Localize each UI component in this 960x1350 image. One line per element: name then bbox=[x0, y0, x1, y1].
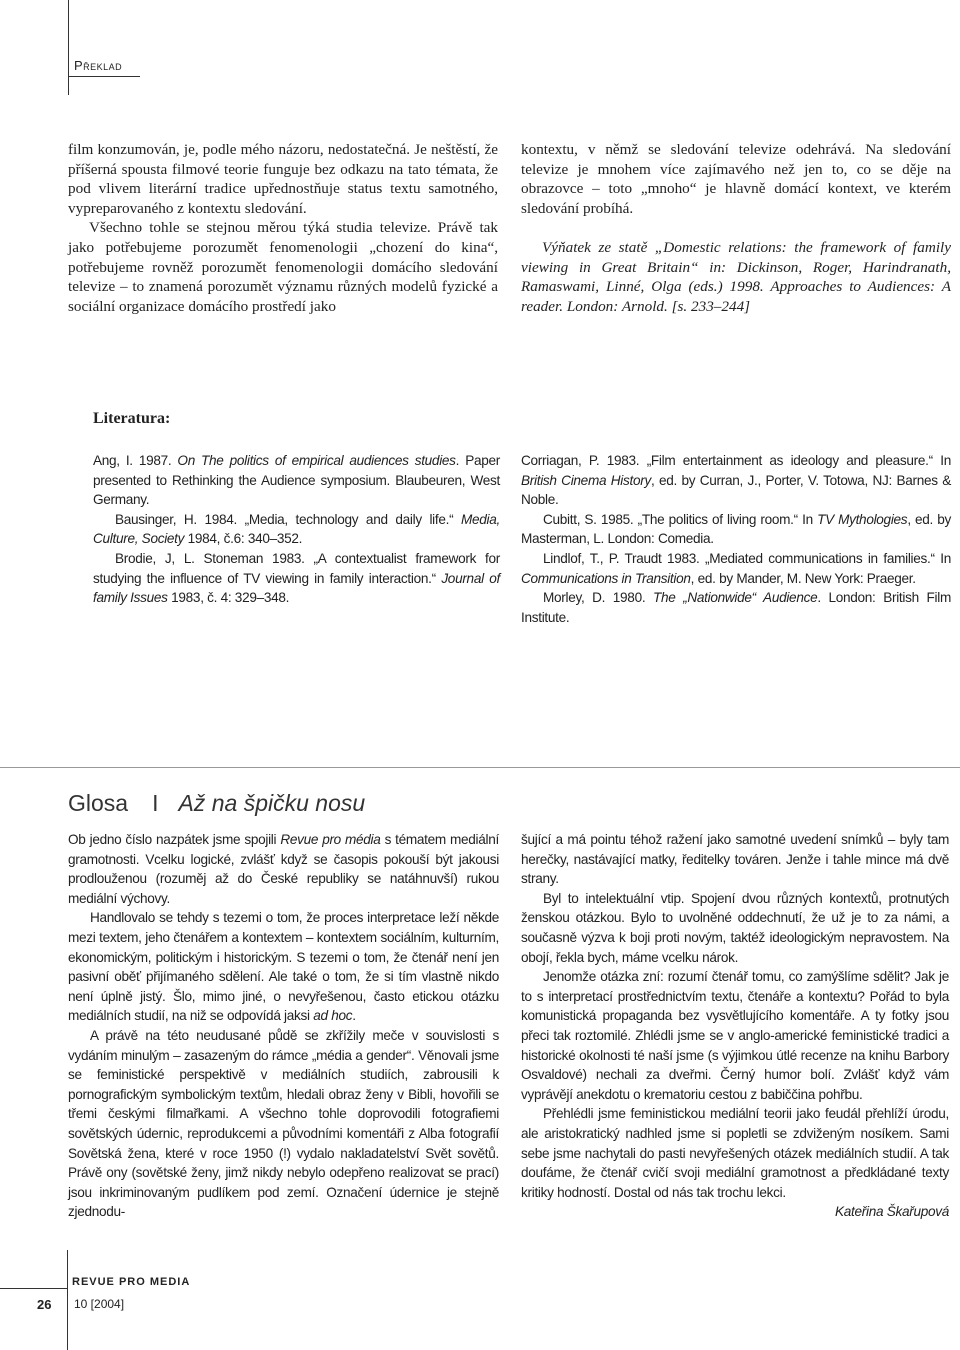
reference-item: Lindlof, T., P. Traudt 1983. „Mediated communications in families.“ In Communications in Transition, ed. by Mander, M. New York: Praeger. bbox=[521, 550, 951, 586]
glosa-right-column bbox=[521, 830, 949, 1222]
article-paragraph: kontextu, v němž se sledování televize odehrává. Na sledování televize je mnohem více zajímavého než jen to, co se děje na obrazovce – toto „mnoho“ je hlavně domácí kontext, ve kterém sledování probíhá. bbox=[521, 141, 951, 217]
glosa-paragraph: Handlovalo se tehdy s tezemi o tom, že proces interpretace leží někde mezi textem, jeho čtenářem a kontextem – kontextem sociálním, kulturním, ekonomickým, politickým i historickým. S tezemi o tom, že čtenář není jen pasivní oběť přijímaného sdělení. Ale také o tom, že si tím vlastně nikdo není úplně jistý. Šlo, mimo jiné, o nevyřešenou, často etickou otázku mediálních studií, na niž se odpovídá jaksi ad hoc. bbox=[68, 910, 499, 1024]
article-paragraph: film konzumován, je, podle mého názoru, nedostatečná. Je neštěstí, že příšerná spousta filmové teorie funguje bez odkazu na tato témata, že pod vlivem literární tradice upřednostňuje status textu samotného, vypreparovaného z kontextu sledování. bbox=[68, 141, 498, 217]
glosa-paragraph: Jenomže otázka zní: rozumí čtenář tomu, co zamýšlíme sdělit? Jak je to s interpretací prostřednictvím textu, čtenáře a kontextu? Pořád to byla komunistická propaganda bez vysvětlujícího komentáře. A ty fotky jsou přeci tak roztomilé. Zhlédli jsme se v anglo-americké feministické tradici a historické okolnosti té naší jsme (s výjimkou útlé recenze na knihu Barbory Osvaldové) nechali za dveřmi. Černý humor bolí. Zvlášť když vám vyprávějí anekdotu o krematoriu cestou z babiččina pohřbu. bbox=[521, 969, 949, 1102]
reference-item: Ang, I. 1987. On The politics of empirical audiences studies. Paper presented to Rethinking the Audience symposium. Blaubeuren, West Germany. bbox=[93, 453, 500, 508]
magazine-issue: 10 [2004] bbox=[74, 1297, 125, 1311]
glosa-paragraph: Byl to intelektuální vtip. Spojení dvou různých kontextů, protnutých ženskou otázkou. Bylo to uvolněné oddechnutí, že už je to za námi, a současně výzva k boji proti novým, taktéž ideologickým nepravostem. Na obojí, řekla bych, máme vcelku nárok. bbox=[521, 890, 949, 965]
footer-left-rule bbox=[0, 1288, 67, 1289]
glosa-paragraph: šující a má pointu téhož ražení jako samotné uvedení snímků – byly tam herečky, nastávající matky, ředitelky továren. Jenže i tahle mince má dvě strany. bbox=[521, 832, 949, 887]
glosa-left-column bbox=[68, 830, 499, 1222]
reference-item: Brodie, J, L. Stoneman 1983. „A contextualist framework for studying the influence of TV viewing in family interaction.“ Journal of family Issues 1983, č. 4: 329–348. bbox=[93, 550, 500, 606]
section-label: Překlad bbox=[74, 58, 123, 73]
references-heading: Literatura: bbox=[93, 410, 171, 427]
header-vertical-rule bbox=[68, 0, 69, 95]
header-underline bbox=[68, 76, 140, 77]
article-left-column bbox=[68, 140, 498, 316]
glosa-top-rule bbox=[0, 767, 960, 768]
glosa-paragraph: A právě na této neudusané půdě se zkřížily meče v souvislosti s vydáním minulým – zasazeným do rámce „média a gender“. Věnovali jsme se feministické perspektivě v mediálních studiích, zabrousili k pornografickým symbolickým textům, hledali obraz ženy v Bibli, hovořili se třemi českými filmařkami. A všechno tohle doprovodili fotografiemi sovětských údernic, reprodukcemi a původními komentáři z Alba fotografií Sovětská žena, které v roce 1950 (!) vydalo nakladatelství Svět sovětů. Právě ony (sovětské ženy, jimž nikdy nebylo odepřeno realizovat se prací) jsou inkriminovaným pudlíkem pod zemí. Označení údernice je stejně zjednodu- bbox=[68, 1027, 499, 1220]
reference-item: Corriagan, P. 1983. „Film entertainment as ideology and pleasure.“ In British Cinema History, ed. by Curran, J., Porter, V. Totowa, NJ: Barnes & Noble. bbox=[521, 453, 952, 508]
source-note: Výňatek ze statě „Domestic relations: the framework of family viewing in Great Britain“ in: Dickinson, Roger, Harindranath, Ramaswami, Linné, Olga (eds.) 1998. Approaches to Audiences: A reader. London: Arnold. [s. 233–244] bbox=[521, 238, 951, 315]
footer-vertical-rule bbox=[67, 1250, 68, 1350]
glosa-author: Kateřina Škařupová bbox=[835, 1204, 949, 1220]
reference-item: Bausinger, H. 1984. „Media, technology and daily life.“ Media, Culture, Society 1984, č.6: 340–352. bbox=[93, 511, 500, 547]
page-number: 26 bbox=[37, 1297, 52, 1312]
glosa-label: Glosa bbox=[68, 790, 129, 816]
article-right-column bbox=[521, 140, 951, 316]
reference-item: Morley, D. 1980. The „Nationwide“ Audience. London: British Film Institute. bbox=[521, 590, 951, 625]
article-paragraph: Všechno tohle se stejnou měrou týká studia televize. Právě tak jako potřebujeme porozumět fenomenologii „chození do kina“, potřebujeme rovněž porozumět fenomenologii domácího sledování televize – to znamená porozumět významu různých modelů fyzické a sociální organizace domácího prostředí jako bbox=[68, 219, 498, 315]
glosa-separator: I bbox=[152, 790, 159, 816]
references-right-column bbox=[521, 451, 951, 627]
glosa-heading bbox=[68, 790, 365, 817]
magazine-title: REVUE PRO MEDIA bbox=[72, 1276, 191, 1288]
glosa-title: Až na špičku nosu bbox=[178, 790, 366, 816]
references-left-column bbox=[93, 451, 500, 608]
glosa-paragraph: Přehlédli jsme feministickou mediální teorii jako feudál přehlíží úrodu, ale aristokratický nadhled jsme si popletli se zdviženým nosíkem. Sami sebe jsme nachytali do pasti nevyřešených otázek mediálních studií. A tak doufáme, že čtenář cvičí svoji mediální gramotnost a předkládané texty kritiky hodností. Dostal od nás tak trochu lekci. bbox=[521, 1106, 949, 1200]
glosa-paragraph: Ob jedno číslo nazpátek jsme spojili Revue pro média s tématem mediální gramotnosti. Vcelku logické, zvlášť když se časopis pokouší být jakousi prodlouženou (rozuměj až do České republiky se natáhnuvší) rukou mediální výchovy. bbox=[68, 832, 499, 906]
reference-item: Cubitt, S. 1985. „The politics of living room.“ In TV Mythologies, ed. by Masterman, L. London: Comedia. bbox=[521, 511, 952, 547]
